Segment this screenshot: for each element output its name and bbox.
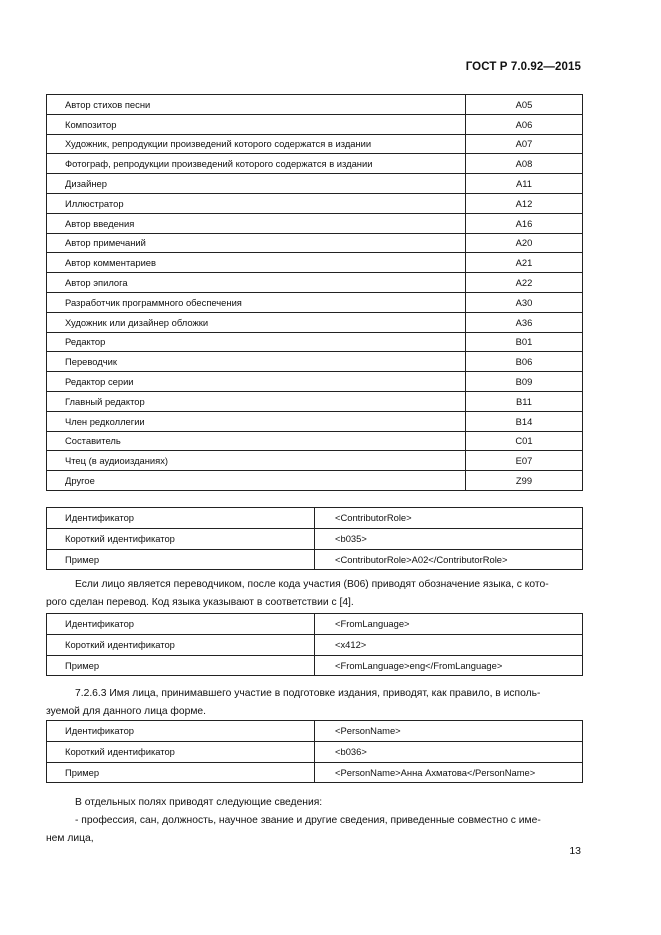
person-name-spec-table (46, 720, 583, 783)
role-code-cell: A22 (466, 273, 583, 293)
spec-value: <FromLanguage> (315, 614, 583, 635)
role-code-cell: A11 (466, 174, 583, 194)
table-row (47, 332, 583, 352)
spec-label: Пример (47, 655, 315, 676)
role-name-cell: Автор введения (47, 213, 466, 233)
table-row (47, 292, 583, 312)
spec-value: <x412> (315, 634, 583, 655)
spec-label: Короткий идентификатор (47, 741, 315, 762)
contributor-roles-table (46, 94, 583, 491)
document-standard-header: ГОСТ Р 7.0.92—2015 (465, 61, 581, 73)
table-row (47, 528, 583, 549)
role-name-cell: Автор эпилога (47, 273, 466, 293)
table-row (47, 134, 583, 154)
contributor-role-spec-table (46, 507, 583, 570)
paragraph-line: рого сделан перевод. Код языка указывают в соответствии с [4]. (46, 597, 354, 608)
role-name-cell: Фотограф, репродукции произведений которого содержатся в издании (47, 154, 466, 174)
table-row (47, 741, 583, 762)
role-name-cell: Композитор (47, 114, 466, 134)
role-name-cell: Художник или дизайнер обложки (47, 312, 466, 332)
table-row (47, 352, 583, 372)
table-row (47, 391, 583, 411)
role-code-cell: B14 (466, 411, 583, 431)
role-code-cell: A20 (466, 233, 583, 253)
role-code-cell: A16 (466, 213, 583, 233)
role-name-cell: Автор комментариев (47, 253, 466, 273)
spec-value: <ContributorRole>A02</ContributorRole> (315, 549, 583, 570)
table-row (47, 508, 583, 529)
spec-value: <b036> (315, 741, 583, 762)
table-row (47, 193, 583, 213)
role-name-cell: Составитель (47, 431, 466, 451)
page-number: 13 (569, 845, 581, 857)
separate-fields-paragraph (46, 794, 582, 848)
role-name-cell: Разработчик программного обеспечения (47, 292, 466, 312)
table-row (47, 549, 583, 570)
role-code-cell: A30 (466, 292, 583, 312)
table-row (47, 411, 583, 431)
table-row (47, 213, 583, 233)
spec-label: Короткий идентификатор (47, 634, 315, 655)
role-name-cell: Художник, репродукции произведений которого содержатся в издании (47, 134, 466, 154)
spec-label: Идентификатор (47, 508, 315, 529)
role-name-cell: Автор стихов песни (47, 95, 466, 115)
table-row (47, 253, 583, 273)
paragraph-line: зуемой для данного лица форме. (46, 706, 207, 717)
role-code-cell: B06 (466, 352, 583, 372)
role-name-cell: Редактор серии (47, 372, 466, 392)
role-name-cell: Дизайнер (47, 174, 466, 194)
spec-label: Пример (47, 762, 315, 783)
table-row (47, 154, 583, 174)
table-row (47, 655, 583, 676)
paragraph-line: нем лица, (46, 833, 94, 844)
role-code-cell: A05 (466, 95, 583, 115)
role-code-cell: A06 (466, 114, 583, 134)
spec-value: <b035> (315, 528, 583, 549)
spec-value: <PersonName> (315, 721, 583, 742)
translator-language-paragraph (46, 576, 582, 612)
role-name-cell: Редактор (47, 332, 466, 352)
role-name-cell: Иллюстратор (47, 193, 466, 213)
role-code-cell: Z99 (466, 471, 583, 491)
person-name-paragraph (46, 685, 582, 721)
spec-value: <FromLanguage>eng</FromLanguage> (315, 655, 583, 676)
table-row (47, 372, 583, 392)
table-row (47, 614, 583, 635)
role-name-cell: Главный редактор (47, 391, 466, 411)
table-row (47, 273, 583, 293)
role-code-cell: A21 (466, 253, 583, 273)
spec-label: Короткий идентификатор (47, 528, 315, 549)
table-row (47, 634, 583, 655)
table-row (47, 312, 583, 332)
spec-label: Идентификатор (47, 614, 315, 635)
table-row (47, 451, 583, 471)
table-row (47, 114, 583, 134)
role-code-cell: E07 (466, 451, 583, 471)
table-row (47, 174, 583, 194)
role-name-cell: Член редколлегии (47, 411, 466, 431)
paragraph-line: Если лицо является переводчиком, после кода участия (B06) приводят обозначение языка, с кото- (75, 579, 549, 590)
table-row (47, 95, 583, 115)
table-row (47, 431, 583, 451)
paragraph-line: В отдельных полях приводят следующие сведения: (75, 797, 323, 808)
table-row (47, 721, 583, 742)
role-code-cell: B01 (466, 332, 583, 352)
spec-value: <PersonName>Анна Ахматова</PersonName> (315, 762, 583, 783)
role-code-cell: B09 (466, 372, 583, 392)
table-row (47, 233, 583, 253)
table-row (47, 471, 583, 491)
from-language-spec-table (46, 613, 583, 676)
role-code-cell: A07 (466, 134, 583, 154)
role-name-cell: Другое (47, 471, 466, 491)
spec-label: Пример (47, 549, 315, 570)
role-code-cell: B11 (466, 391, 583, 411)
role-code-cell: C01 (466, 431, 583, 451)
paragraph-line: - профессия, сан, должность, научное звание и другие сведения, приведенные совместно с име- (75, 815, 541, 826)
spec-label: Идентификатор (47, 721, 315, 742)
role-code-cell: A08 (466, 154, 583, 174)
role-code-cell: A36 (466, 312, 583, 332)
table-row (47, 762, 583, 783)
role-name-cell: Чтец (в аудиоизданиях) (47, 451, 466, 471)
role-name-cell: Автор примечаний (47, 233, 466, 253)
role-name-cell: Переводчик (47, 352, 466, 372)
spec-value: <ContributorRole> (315, 508, 583, 529)
paragraph-line: 7.2.6.3 Имя лица, принимавшего участие в подготовке издания, приводят, как правило, в исполь- (75, 688, 541, 699)
role-code-cell: A12 (466, 193, 583, 213)
